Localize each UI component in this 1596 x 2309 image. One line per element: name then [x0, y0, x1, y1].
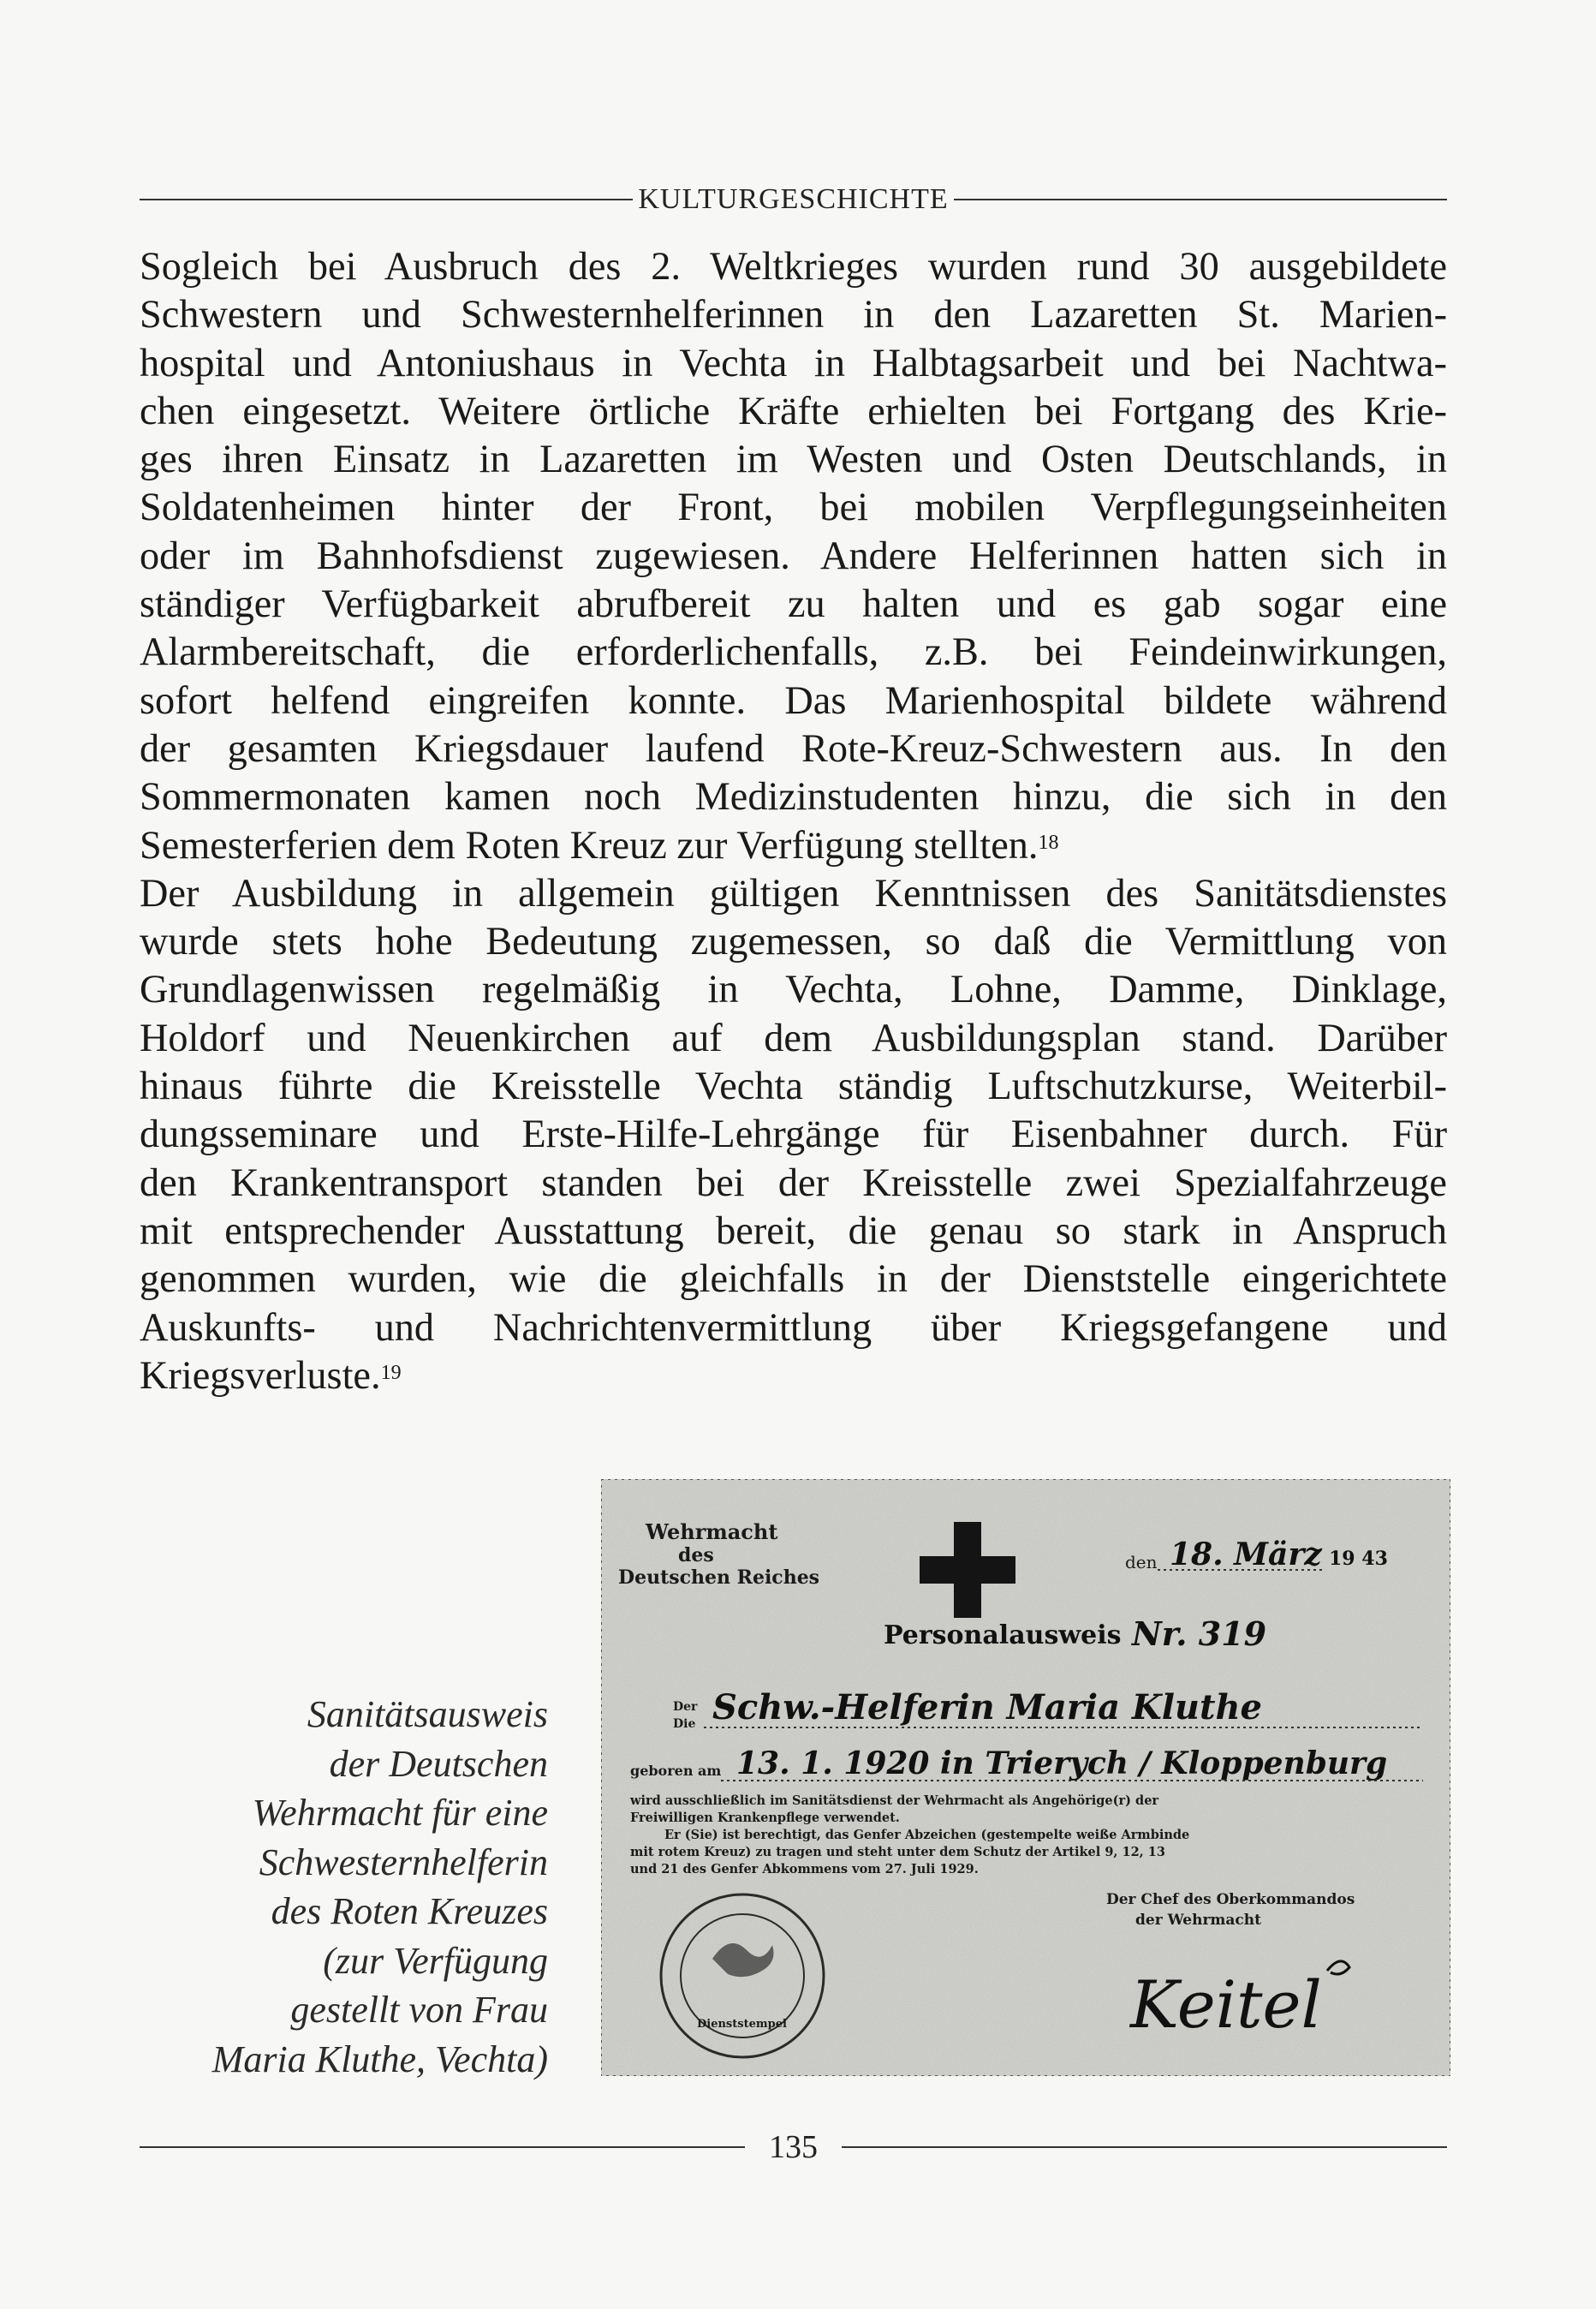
text-line [140, 773, 1447, 821]
salutation-die: Die [673, 1717, 696, 1731]
text-line [140, 677, 1447, 725]
line-text: Sogleich bei Ausbruch des 2. Weltkrieges wurden rund 30 ausgebildete [140, 245, 1447, 289]
text-line [140, 1111, 1447, 1159]
year: 19 43 [1329, 1548, 1388, 1570]
running-header [140, 178, 1447, 221]
document-title: Personalausweis [884, 1620, 1122, 1650]
caption-line: Maria Kluthe, Vechta) [211, 2038, 548, 2080]
line-text: Holdorf und Neuenkirchen auf dem Ausbildungsplan stand. Darüber [140, 1016, 1447, 1060]
text-line [140, 725, 1447, 773]
text-line [140, 918, 1447, 966]
text-line [140, 388, 1447, 436]
signatory-line-2: der Wehrmacht [1135, 1912, 1261, 1929]
line-text: wurde stets hohe Bedeutung zugemessen, so daß die Vermittlung von [140, 920, 1447, 964]
footer-rule-left [140, 2146, 745, 2148]
text-line [140, 1208, 1447, 1256]
document-number: Nr. 319 [1132, 1614, 1267, 1653]
figure-caption [137, 1690, 548, 2084]
body-text [140, 243, 1447, 1400]
line-text: chen eingesetzt. Weitere örtliche Kräfte erhielten bei Fortgang des Krie- [140, 389, 1447, 433]
text-line [140, 822, 1447, 870]
paragraph [140, 243, 1447, 870]
text-line [140, 1015, 1447, 1063]
body-line-2: Freiwilligen Krankenpflege verwendet. [630, 1811, 900, 1825]
body-line-5: und 21 des Genfer Abkommens vom 27. Juli 1929. [630, 1862, 979, 1876]
body-line-1: wird ausschließlich im Sanitätsdienst der Wehrmacht als Angehörige(r) der [630, 1793, 1159, 1808]
line-text: Kriegsverluste. [140, 1353, 381, 1398]
footnote-marker: 18 [1038, 831, 1059, 854]
line-text: Semesterferien dem Roten Kreuz zur Verfügung stellten. [140, 823, 1039, 868]
header-rule-left [140, 199, 633, 200]
text-line [140, 1256, 1447, 1304]
text-line [140, 436, 1447, 484]
line-text: ständiger Verfügbarkeit abrufbereit zu halten und es gab sogar eine [140, 582, 1447, 627]
line-text: hinaus führte die Kreisstelle Vechta ständig Luftschutzkurse, Weiterbil- [140, 1065, 1447, 1109]
stamp-label: Dienststempel [697, 2018, 787, 2031]
signature: Keitel [1130, 1966, 1322, 2043]
text-line [140, 340, 1447, 388]
header-rule-right [954, 199, 1447, 200]
text-line [140, 291, 1447, 339]
text-line [140, 966, 1447, 1014]
text-line [140, 484, 1447, 532]
caption-line: Wehrmacht für eine [252, 1792, 548, 1834]
body-line-4: mit rotem Kreuz) zu tragen und steht unter dem Schutz der Artikel 9, 12, 13 [630, 1845, 1165, 1859]
footnote-marker: 19 [380, 1361, 402, 1384]
caption-line: der Deutschen [329, 1742, 548, 1785]
salutation-der: Der [673, 1700, 698, 1714]
line-text: dungsseminare und Erste-Hilfe-Lehrgänge für Eisenbahner durch. Für [140, 1113, 1447, 1157]
page-number: 135 [769, 2129, 818, 2165]
date-handwritten: 18. März [1170, 1536, 1322, 1572]
birth-handwritten: 13. 1. 1920 in Trierych / Kloppenburg [736, 1745, 1388, 1781]
line-text: Schwestern und Schwesternhelferinnen in den Lazaretten St. Marien- [140, 293, 1447, 337]
section-title: KULTURGESCHICHTE [638, 183, 949, 215]
caption-line: (zur Verfügung [323, 1939, 548, 1982]
text-line [140, 533, 1447, 581]
line-text: Alarmbereitschaft, die erforderlichenfalls, z.B. bei Feindeinwirkungen, [140, 630, 1447, 675]
text-line [140, 1063, 1447, 1111]
issuer-line-3: Deutschen Reiches [618, 1566, 820, 1589]
text-line [140, 870, 1447, 918]
line-text: mit entsprechender Ausstattung bereit, die genau so stark in Anspruch [140, 1208, 1447, 1253]
line-text: genommen wurden, wie die gleichfalls in der Dienststelle eingerichtete [140, 1257, 1447, 1302]
text-line [140, 1160, 1447, 1208]
text-line [140, 1304, 1447, 1352]
id-card-photo [601, 1479, 1450, 2076]
page-footer [140, 2126, 1447, 2169]
text-line [140, 629, 1447, 677]
caption-line: gestellt von Frau [290, 1989, 548, 2031]
signatory-line-1: Der Chef des Oberkommandos [1106, 1891, 1355, 1908]
line-text: Grundlagenwissen regelmäßig in Vechta, Lohne, Damme, Dinklage, [140, 968, 1447, 1012]
line-text: den Krankentransport standen bei der Kreisstelle zwei Spezialfahrzeuge [140, 1160, 1447, 1205]
line-text: hospital und Antoniushaus in Vechta in Halbtagsarbeit und bei Nachtwa- [140, 341, 1447, 385]
born-label: geboren am [630, 1763, 722, 1779]
line-text: ges ihren Einsatz in Lazaretten im Westen und Osten Deutschlands, in [140, 438, 1447, 482]
line-text: Soldatenheimen hinter der Front, bei mobilen Verpflegungseinheiten [140, 486, 1447, 530]
caption-line: Sanitätsausweis [307, 1693, 548, 1735]
paragraph [140, 870, 1447, 1400]
name-handwritten: Schw.-Helferin Maria Kluthe [712, 1687, 1262, 1727]
line-text: der gesamten Kriegsdauer laufend Rote-Kreuz-Schwestern aus. In den [140, 726, 1447, 771]
date-prefix: den [1125, 1552, 1158, 1572]
issuer-line-1: Wehrmacht [646, 1519, 778, 1544]
caption-line: Schwesternhelferin [259, 1841, 548, 1883]
line-text: Sommermonaten kamen noch Medizinstudenten hinzu, die sich in den [140, 775, 1447, 820]
line-text: sofort helfend eingreifen konnte. Das Marienhospital bildete während [140, 678, 1447, 723]
issuer-line-2: des [678, 1544, 714, 1566]
text-line [140, 581, 1447, 629]
text-line [140, 243, 1447, 291]
line-text: Auskunfts- und Nachrichtenvermittlung über Kriegsgefangene und [140, 1305, 1447, 1350]
body-line-3: Er (Sie) ist berechtigt, das Genfer Abzeichen (gestempelte weiße Armbinde [664, 1828, 1190, 1842]
caption-line: des Roten Kreuzes [271, 1890, 548, 1932]
line-text: oder im Bahnhofsdienst zugewiesen. Andere Helferinnen hatten sich in [140, 534, 1447, 578]
text-line [140, 1352, 1447, 1400]
footer-rule-right [842, 2146, 1447, 2148]
line-text: Der Ausbildung in allgemein gültigen Kenntnissen des Sanitätsdienstes [140, 871, 1447, 916]
